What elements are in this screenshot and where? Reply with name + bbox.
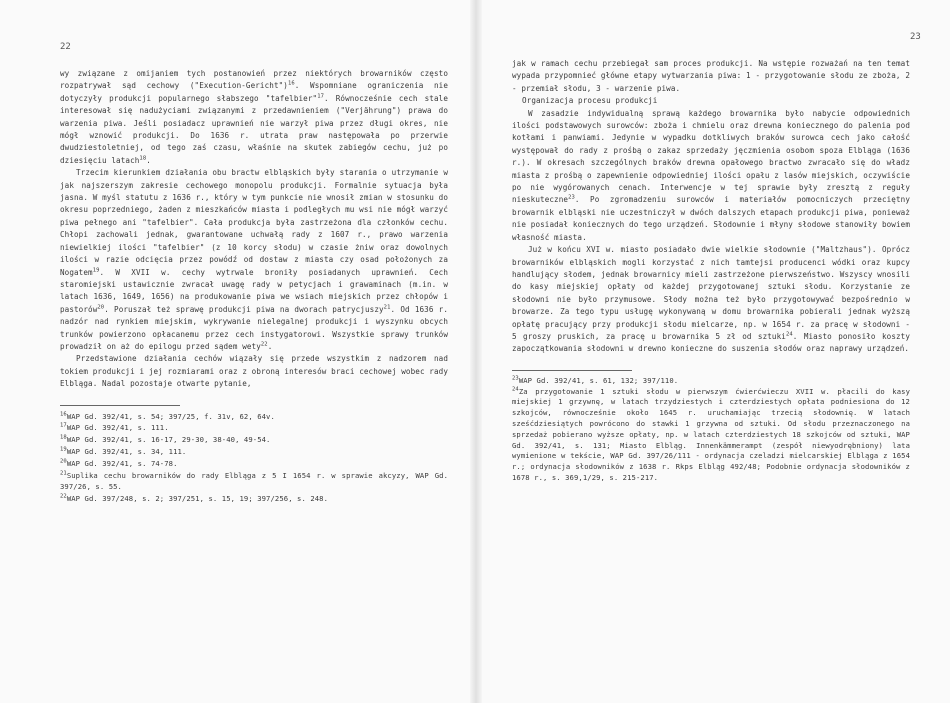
text-run: Organizacja procesu produkcji xyxy=(522,96,658,106)
text-run: . Wspomniane ograniczenia nie dotyczyły produkcji popularnego słabszego "tafelbier" xyxy=(60,81,449,103)
footnote-marker: 23 xyxy=(568,194,575,201)
footnote-text: WAP Gd. 392/41, s. 74-78. xyxy=(66,458,178,468)
footnote-marker: 18 xyxy=(139,155,147,162)
footnote-number: 24 xyxy=(512,386,519,393)
footnote-number: 23 xyxy=(512,375,519,382)
text-run: Przedstawione działania cechów wiązały się przede wszystkim z nadzorem nad tokiem produkcji i jej rozmiarami oraz z obroną interesów braci cechowej wobec rady Elbląga. Nadal pozostaje otwarte pytanie, xyxy=(60,354,448,389)
text-run: . Poruszał też sprawę produkcji piwa na dworach patrycjuszy xyxy=(104,304,384,314)
footnote-text: WAP Gd. 392/41, s. 61, 132; 397/110. xyxy=(518,375,679,385)
page-number: 22 xyxy=(60,42,71,52)
text-run: . Miasto ponosiło koszty zapoczątkowania słodowni w drewno konieczne do suszenia słodów oraz naprawy urządzeń. xyxy=(512,331,911,354)
footnote-marker: 24 xyxy=(785,331,793,338)
text-run: . xyxy=(146,155,151,165)
left-page xyxy=(0,0,470,703)
section-heading xyxy=(512,95,910,107)
footnote-text: WAP Gd. 392/41, s. 54; 397/25, f. 31v, 62, 64v. xyxy=(66,411,275,421)
text-run: jak w ramach cechu przebiegał sam proces produkcji. Na wstępie rozważań na ten temat wypada przypomnieć główne etapy wytwarzania piwa: 1 - przygotowanie słodu ze zboża, 2 - przemiał słodu, 3 - warzenie piwa. xyxy=(512,59,910,93)
footnote-number: 18 xyxy=(60,434,67,441)
footnote xyxy=(60,493,448,505)
paragraph xyxy=(60,353,448,390)
footnote-text: Suplika cechu browarników do rady Elbląga z 5 I 1654 r. w sprawie akcyzy, WAP Gd. 397/26, s. 55. xyxy=(60,470,448,492)
paragraph xyxy=(60,167,448,353)
text-run: W zasadzie indywidualną sprawą każdego browarnika było nabycie odpowiednich ilości podstawowych surowców: zboża i chmielu oraz drewna koniecznego do palenia pod kotłami i panwiami. Jedynie w wypadku dotkliwych braków surowca cech jako całość występował do rady z prośbą o zakaz sprzedaży jęczmienia osobom spoza Elbląga (1636 r.). W okresach szczególnych braków drewna opałowego bractwo zwracało się do władz miasta z prośbą o zapewnienie odpowiedniej ilości opału z lasów miejskich, oczywiście po nie wygórowanych cenach. Interwencje w tej sprawie były zresztą z reguły nieskuteczne xyxy=(512,108,910,205)
footnote-number: 21 xyxy=(60,470,67,477)
paragraph xyxy=(60,68,448,167)
text-run: . W XVII w. cechy wytrwale broniły posiadanych uprawnień. Cech staromiejski ustawicznie zwracał uwagę rady w petycjach i grawaminach (m.in. w latach 1636, 1649, 1656) na produkowanie piwa we wsiach miejskich przez chłopów i pastorów xyxy=(60,267,448,314)
footnote xyxy=(60,411,448,423)
paragraph xyxy=(512,108,910,244)
text-run: wy związane z omijaniem tych postanowień przez niektórych browarników często rozpatrywał sąd cechowy ("Execution-Gericht") xyxy=(60,69,448,91)
footnote-rule xyxy=(512,370,632,371)
footnote-text: Za przygotowanie 1 sztuki słodu w pierwszym ćwierćwieczu XVII w. płacili do kasy miejskiej 1 grzywnę, w latach trzydziestych i czterdziestych opłata podniesiona do 12 szkojców, równocześnie około 1645 r. uruchamiając trzecią słodownię. W latach sześćdziesiątych powrócono do stawki 1 grzywna od sztuki. Od słodu przeznaczonego na sprzedaż pobierano wyższe opłaty, np. w latach czterdziestych 18 szkojców od sztuki, WAP Gd. 392/41, s. 131; Miasto Elbląg. Innenkämmerampt (zespół niewyodrębniony) lata wymienione w tekście, WAP Gd. 397/26/111 - ordynacja czeladzi mielcarskiej Elbląga z 1654 r.; ordynacja słodowników z 1638 r. Rkps Elbląg 492/48; Podobnie ordynacja słodowników z 1678 r., s. 369,1/29, s. 215-217. xyxy=(512,386,910,482)
footnote xyxy=(60,458,448,470)
footnote-number: 20 xyxy=(60,458,67,465)
text-run: . Równocześnie cech stale interesował się nadużyciami związanymi z przedawnieniem ("Verjährung") prawa do warzenia piwa. Jeśli posiadacz uprawnień nie warzył piwa przez długi okres, nie mógł wznowić produkcji. Do 1636 r. utrata praw następowała po przerwie dwudziestoletniej, od tego zaś czasu, właśnie na skutek zabiegów cechu, już po dziesięciu latach xyxy=(60,93,448,165)
text-run: . Po zgromadzeniu surowców i materiałów pomocniczych przeciętny browarnik elbląski nie uczestniczył w dwóch dalszych etapach produkcji piwa, ponieważ nie posiadał koniecznych do tego urządzeń. Słodownie i młyny słodowe stanowiły bowiem własność miasta. xyxy=(512,195,910,242)
footnote-marker: 17 xyxy=(317,93,325,100)
text-run: Już w końcu XVI w. miasto posiadało dwie wielkie słodownie ("Maltzhaus"). Oprócz browarników elbląskich mogli korzystać z nich tamtejsi producenci wódki oraz kupcy handlujący słodem, jednak browarnicy mieli zastrzeżone pierwszeństwo. Wszyscy wnosili do kasy miejskiej opłaty od każdej przygotowanej sztuki słodu. Korzystanie ze słodowni nie było przymusowe. Słody można też było przygotowywać bezpośrednio w browarze. Za tego typu usługę wykonywaną w domu browarnika pobierali jednak wyższą opłatę pracujący przy produkcji słodu mielcarze, np. w 1654 r. za pracę w słodowni - 5 groszy pruskich, za pracę u browarnika 5 zł od sztuki xyxy=(512,245,910,341)
footnote xyxy=(512,376,910,387)
book-gutter xyxy=(470,0,482,703)
page-body xyxy=(60,68,448,505)
footnote-marker: 19 xyxy=(92,267,100,273)
footnote-marker: 16 xyxy=(287,80,295,87)
text-run: . Od 1636 r. nadzór nad rynkiem miejskim, wykrywanie nielegalnej produkcji i wyszynku obcych trunków powierzono opłacanemu przez cech instygatorowi. Wszystkie sprawy trunków prowadził on aż do epilogu przed sądem wety xyxy=(60,304,448,351)
page-body xyxy=(512,58,910,484)
footnote xyxy=(60,470,448,494)
footnote-text: WAP Gd. 392/41, s. 111. xyxy=(66,423,169,433)
footnote-marker: 21 xyxy=(383,304,391,311)
footnote xyxy=(512,387,910,484)
footnote-number: 17 xyxy=(60,422,67,429)
footnote-text: WAP Gd. 392/41, s. 16-17, 29-30, 38-40, 49-54. xyxy=(66,435,271,445)
page-number: 23 xyxy=(910,32,921,42)
paragraph xyxy=(512,58,910,95)
footnote xyxy=(60,422,448,434)
footnote-number: 19 xyxy=(60,446,67,453)
footnote xyxy=(60,446,448,458)
footnote-marker: 22 xyxy=(260,341,268,348)
footnote-text: WAP Gd. 397/248, s. 2; 397/251, s. 15, 19; 397/256, s. 248. xyxy=(66,494,329,504)
main-text xyxy=(512,58,910,356)
footnote-number: 22 xyxy=(60,493,67,500)
footnote-text: WAP Gd. 392/41, s. 34, 111. xyxy=(66,446,187,456)
footnotes xyxy=(60,411,448,505)
text-run: . xyxy=(267,341,273,351)
main-text xyxy=(60,68,448,391)
footnote-marker: 20 xyxy=(97,304,105,311)
footnote xyxy=(60,434,448,446)
text-run: Trzecim kierunkiem działania obu bractw elbląskich były starania o utrzymanie w jak najszerszym zakresie cechowego monopolu produkcji. Formalnie sytuacja była jasna. W myśl statutu z 1636 r., który w tym punkcie nie wnosił zmian w stosunku do okresu poprzedniego, żaden z mieszkańców miasta i podległych mu wsi nie mógł warzyć piwa pełnego ani "tafelbier". Cała produkcja była zastrzeżona dla członków cechu. Chłopi zachowali jednak, gwarantowane uchwałą rady z 1607 r., prawo warzenia niewielkiej ilości "tafelbier" (z 10 korcy słodu) w czasie żniw oraz dowolnych ilości w razie odcięcia przez powódź od dostaw z miasta czy osad położonych za Nogatem xyxy=(60,168,448,277)
right-page xyxy=(482,0,950,703)
paragraph xyxy=(512,244,910,356)
footnotes xyxy=(512,376,910,484)
footnote-number: 16 xyxy=(60,411,67,418)
footnote-rule xyxy=(60,405,180,406)
